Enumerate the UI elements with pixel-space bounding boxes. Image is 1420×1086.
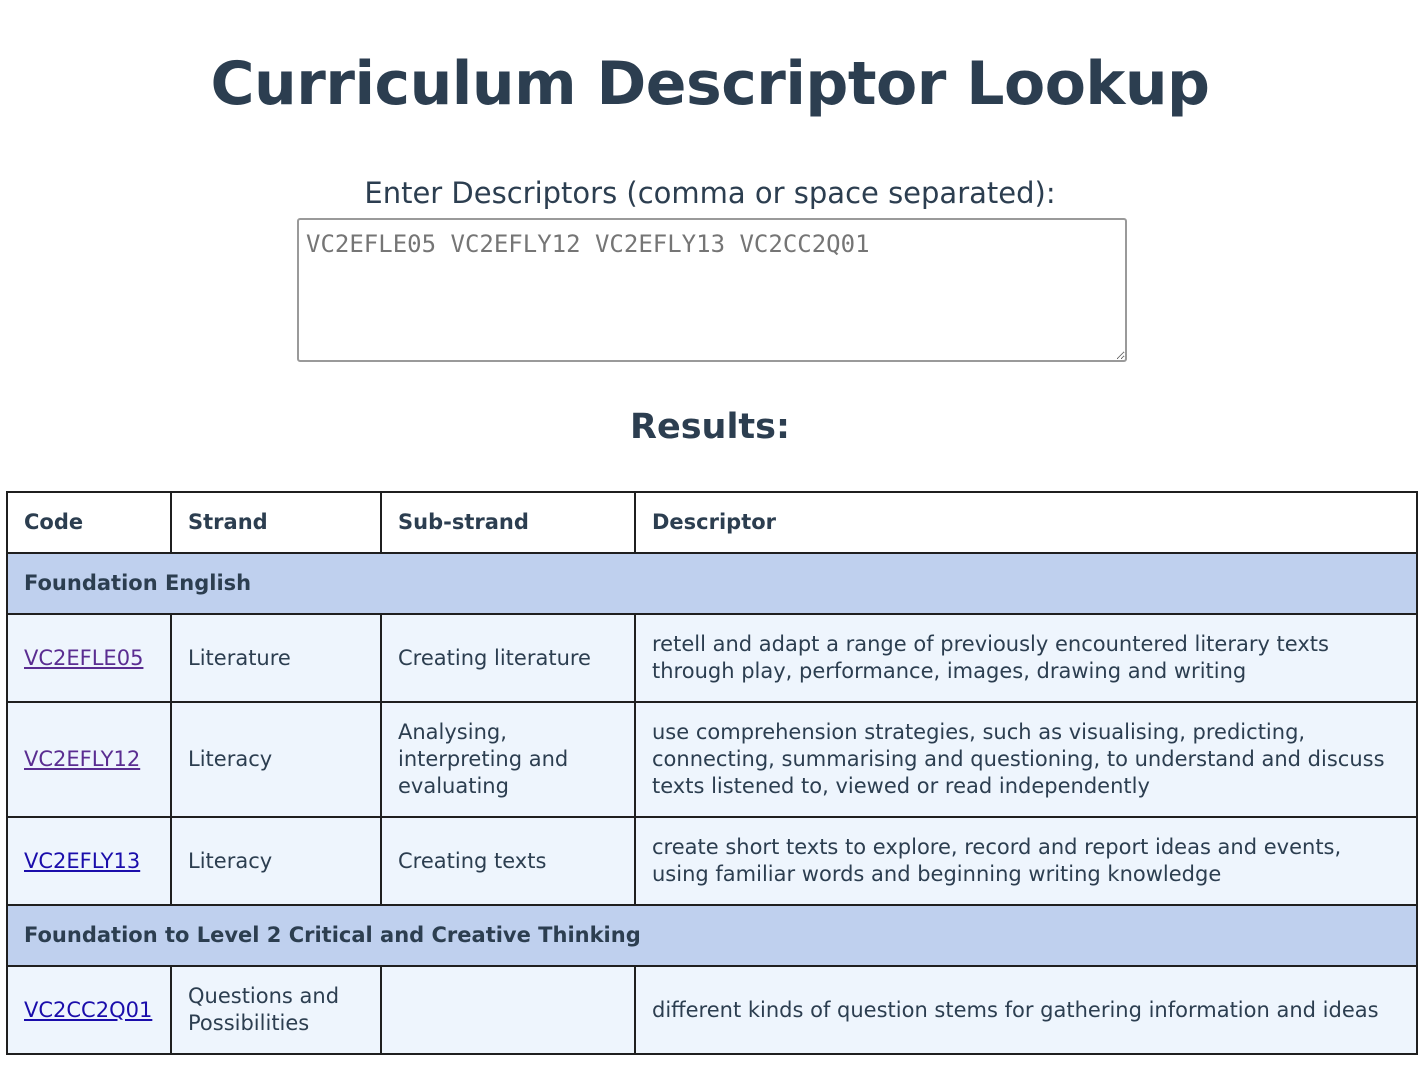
code-cell: [7, 702, 171, 817]
descriptor-cell: use comprehension strategies, such as visualising, predicting, connecting, summarising and questioning, to understand and discuss texts listened to, viewed or read independently: [635, 702, 1417, 817]
page-title: Curriculum Descriptor Lookup: [210, 49, 1210, 119]
table-row: [7, 966, 1417, 1054]
group-row: [7, 553, 1417, 614]
code-cell: [7, 614, 171, 702]
descriptor-cell: retell and adapt a range of previously encountered literary texts through play, performance, images, drawing and writing: [635, 614, 1417, 702]
header-strand: Strand: [171, 492, 381, 553]
code-cell: [7, 817, 171, 905]
table-row: [7, 817, 1417, 905]
descriptor-cell: create short texts to explore, record and report ideas and events, using familiar words and beginning writing knowledge: [635, 817, 1417, 905]
code-link[interactable]: VC2EFLY13: [24, 848, 141, 873]
strand-cell: Questions and Possibilities: [171, 966, 381, 1054]
substrand-cell: [381, 966, 635, 1054]
strand-cell: Literature: [171, 614, 381, 702]
descriptor-cell: different kinds of question stems for gathering information and ideas: [635, 966, 1417, 1054]
results-heading: Results:: [630, 407, 790, 447]
substrand-cell: Analysing, interpreting and evaluating: [381, 702, 635, 817]
strand-cell: Literacy: [171, 702, 381, 817]
code-link[interactable]: VC2EFLE05: [24, 645, 144, 670]
code-cell: [7, 966, 171, 1054]
descriptor-input[interactable]: [297, 218, 1127, 362]
results-table: [6, 491, 1418, 1055]
header-substrand: Sub-strand: [381, 492, 635, 553]
code-link[interactable]: VC2EFLY12: [24, 747, 141, 771]
table-row: [7, 614, 1417, 702]
substrand-cell: Creating texts: [381, 817, 635, 905]
group-name: Foundation English: [7, 553, 1417, 614]
table-row: [7, 702, 1417, 817]
substrand-cell: Creating literature: [381, 614, 635, 702]
group-name: Foundation to Level 2 Critical and Creative Thinking: [7, 905, 1417, 966]
code-link[interactable]: VC2CC2Q01: [24, 997, 153, 1022]
group-row: [7, 905, 1417, 966]
strand-cell: Literacy: [171, 817, 381, 905]
header-row: [7, 492, 1417, 553]
header-code: Code: [7, 492, 171, 553]
header-descriptor: Descriptor: [635, 492, 1417, 553]
descriptor-input-label: Enter Descriptors (comma or space separated):: [364, 176, 1056, 210]
